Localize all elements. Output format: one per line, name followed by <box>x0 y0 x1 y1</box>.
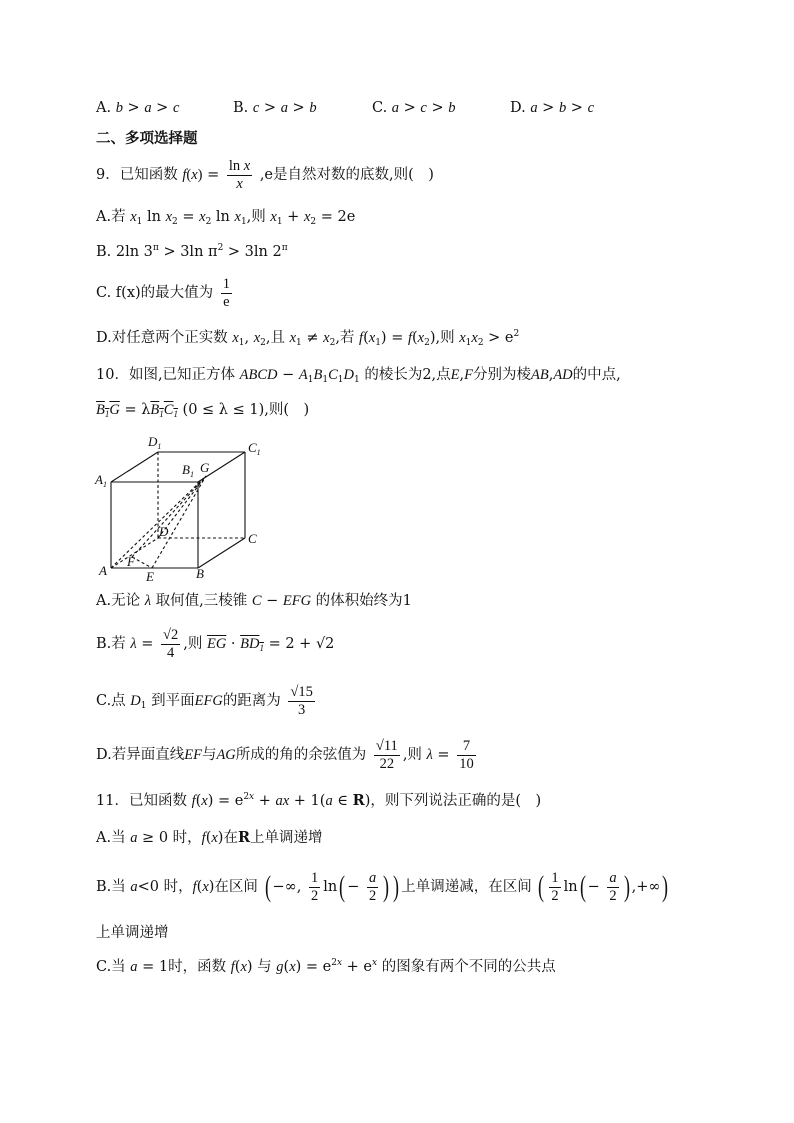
label-a1: $A_1$ <box>95 472 107 489</box>
q8-option-a: A. b > a > c <box>96 100 180 116</box>
label-c: C <box>248 531 257 546</box>
q9-option-d: D.对任意两个正实数 $x_1$, $x_2$,且 $x_1 \ne x_2$,若 $f(x_1) = f(x_2)$,则 $x_1x_2 > e^2$ <box>96 329 520 348</box>
q10-stem-line1: 10．如图,已知正方体 ABCD − $A_1B_1C_1D_1$ 的棱长为2,点E,F分别为棱AB,AD的中点, <box>96 367 621 385</box>
q11-option-a: A.当 a ≥ 0 时，f(x)在R上单调递增 <box>96 829 323 846</box>
segment-ag <box>111 476 206 568</box>
cube-figure <box>90 430 270 585</box>
segment-fg <box>132 476 206 557</box>
label-g: G <box>200 460 210 475</box>
q11-option-b-cont: 上单调递增 <box>96 925 169 941</box>
q9-stem-suffix: ,e是自然对数的底数,则( ) <box>259 167 434 184</box>
q8-option-b: B. c > a > b <box>233 100 317 116</box>
edge-a1d1 <box>111 452 158 482</box>
label-c1: $C_1$ <box>248 440 261 457</box>
q11-option-b: B.当 a<0 时，f(x)在区间 ( −∞, $\frac{1}{2}$ ln( − $\frac{a}{2}$ ) ) 上单调递减，在区间 ( $\frac{1}{2}$ ln( − $\frac{a}{2}$ ) ,+∞) <box>96 870 669 904</box>
label-b: B <box>196 566 204 581</box>
edge-bc <box>198 538 245 568</box>
q10-option-b: B.若 λ = $\frac{√2}{4}$ ,则 $\overline{EG} \cdot BD_1 = 2 + √2$ <box>96 627 335 661</box>
q9-stem: 9．已知函数 f(x) = $\frac{\text{ln x}}{x}$ ,e是自然对数的底数,则( ) <box>96 158 434 192</box>
q11-option-c: C.当 a = 1时，函数 f(x) 与 $g(x) = e^{2x} + e^x$ 的图象有两个不同的公共点 <box>96 958 556 975</box>
q10-option-a: A.无论 λ 取何值,三棱锥 C − EFG 的体积始终为1 <box>96 593 412 609</box>
q9-option-c-text: C. f(x)的最大值为 <box>96 285 214 302</box>
q9-option-c: C. f(x)的最大值为 $\frac{1}{e}$ <box>96 276 231 310</box>
section-title: 二、多项选择题 <box>96 131 198 147</box>
segment-fe <box>132 557 152 568</box>
q10-stem-line2: $B_1G = \lambda B_1C_1$ (0 ≤ λ ≤ 1),则( ) <box>96 402 310 419</box>
label-d: D <box>159 524 169 539</box>
q9-option-a: A.若 $x_1$ $\ln x_2 = x_2$ $\ln x_1$,则 $x_1 + x_2 = 2e$ <box>96 209 356 227</box>
label-d1: $D_1$ <box>148 434 162 451</box>
q9-stem-prefix: 9．已知函数 <box>96 167 178 184</box>
q10-option-c: C.点 $D_1$ 到平面EFG的距离为 $\frac{√15}{3}$ <box>96 684 313 718</box>
label-e: E <box>146 569 154 584</box>
q9-option-b: B. 2ln $3^\pi > 3\ln$ $\pi^2 > 3\ln$ $2^\pi$ <box>96 243 288 260</box>
label-f: F <box>127 554 135 569</box>
label-a: A <box>99 563 107 578</box>
label-b1: $B_1$ <box>182 462 194 479</box>
q11-stem: 11．已知函数 $f(x) = e^{2x}$ + ax + 1(a ∈ R)，则下列说法正确的是( ) <box>96 792 542 809</box>
q10-option-d: D.若异面直线EF与AG所成的角的余弦值为 $\frac{√11}{22}$ ,则 λ = $\frac{7}{10}$ <box>96 738 474 772</box>
q8-option-d: D. a > b > c <box>510 100 595 116</box>
q8-option-c: C. a > c > b <box>372 100 456 116</box>
